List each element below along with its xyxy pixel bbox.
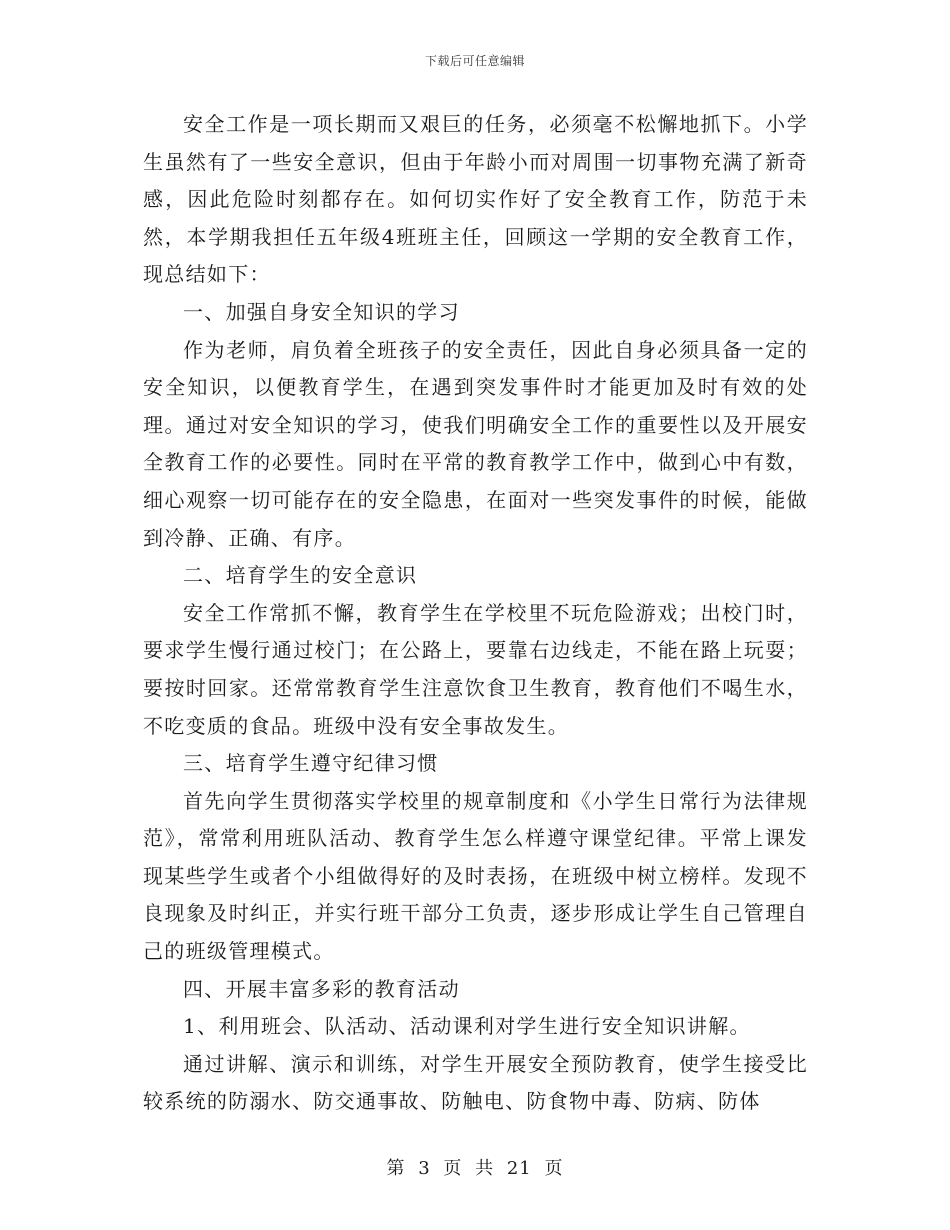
section-heading-2: 二、培育学生的安全意识 — [183, 563, 418, 588]
section-3-paragraph: 首先向学生贯彻落实学校里的规章制度和《小学生日常行为法律规范》，常常利用班队活动、教育学生怎么样遵守课堂纪律。平常上课发现某些学生或者个小组做得好的及时表扬，在班级中树立榜样。发现不良现象及时纠正，并实行班干部分工负责，逐步形成让学生自己管理自己的班级管理模式。 — [143, 788, 808, 964]
section-2-paragraph: 安全工作常抓不懈，教育学生在学校里不玩危险游戏；出校门时，要求学生慢行通过校门；在公路上，要靠右边线走，不能在路上玩耍；要按时回家。还常常教育学生注意饮食卫生教育，教育他们不喝生水，不吃变质的食品。班级中没有安全事故发生。 — [143, 600, 808, 738]
section-heading-3: 三、培育学生遵守纪律习惯 — [183, 751, 439, 776]
section-1-paragraph: 作为老师，肩负着全班孩子的安全责任，因此自身必须具备一定的安全知识，以便教育学生，在遇到突发事件时才能更加及时有效的处理。通过对安全知识的学习，使我们明确安全工作的重要性以及开展安全教育工作的必要性。同时在平常的教育教学工作中，做到心中有数，细心观察一切可能存在的安全隐患，在面对一些突发事件的时候，能做到冷静、正确、有序。 — [143, 337, 808, 550]
page-header: 下载后可任意编辑 — [424, 54, 525, 68]
section-heading-1: 一、加强自身安全知识的学习 — [183, 299, 460, 324]
document-body — [143, 106, 808, 1121]
subsection-4-1-paragraph: 通过讲解、演示和训练，对学生开展安全预防教育，使学生接受比较系统的防溺水、防交通事故、防触电、防食物中毒、防病、防体 — [143, 1051, 808, 1114]
section-heading-4: 四、开展丰富多彩的教育活动 — [183, 976, 460, 1001]
intro-paragraph: 安全工作是一项长期而又艰巨的任务，必须毫不松懈地抓下。小学生虽然有了一些安全意识，但由于年龄小而对周围一切事物充满了新奇感，因此危险时刻都存在。如何切实作好了安全教育工作，防范于未然，本学期我担任五年级4班班主任，回顾这一学期的安全教育工作，现总结如下： — [143, 112, 808, 287]
subsection-heading-4-1: 1、利用班会、队活动、活动课利对学生进行安全知识讲解。 — [183, 1014, 751, 1039]
page-number: 第 3 页 共 21 页 — [386, 1158, 564, 1179]
